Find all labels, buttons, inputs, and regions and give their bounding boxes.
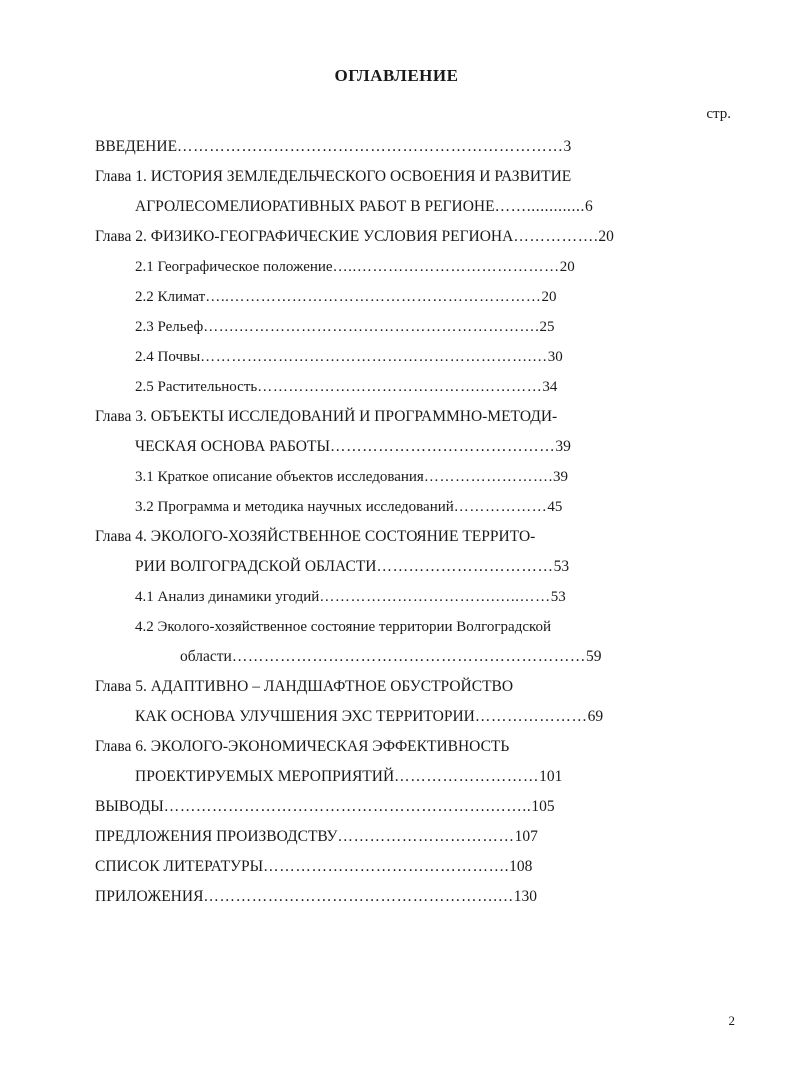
toc-entry-label: Глава 6. ЭКОЛОГО-ЭКОНОМИЧЕСКАЯ ЭФФЕКТИВНОСТЬ — [95, 738, 510, 755]
toc-entry[interactable] — [135, 492, 732, 522]
toc-entry[interactable] — [95, 672, 732, 702]
toc-entry-leader: …………………………………… — [329, 438, 556, 455]
toc-entry[interactable] — [135, 612, 732, 642]
toc-entry-label: 2.1 Географическое положение — [135, 259, 333, 275]
toc-entry-label: Глава 1. ИСТОРИЯ ЗЕМЛЕДЕЛЬЧЕСКОГО ОСВОЕНИЯ И РАЗВИТИЕ — [95, 168, 572, 185]
toc-entry-label: Глава 3. ОБЪЕКТЫ ИССЛЕДОВАНИЙ И ПРОГРАММНО-МЕТОДИ- — [95, 408, 558, 425]
toc-entry-page: 6 — [584, 198, 593, 215]
toc-entry[interactable] — [95, 732, 732, 762]
toc-entry[interactable] — [95, 402, 732, 432]
toc-entry-label: 2.2 Климат — [135, 289, 206, 305]
toc-entry-page: 59 — [586, 648, 602, 665]
toc-entry-label: области — [180, 648, 232, 665]
toc-entry-label: КАК ОСНОВА УЛУЧШЕНИЯ ЭХС ТЕРРИТОРИИ — [135, 708, 475, 725]
toc-entry-label: ВВЕДЕНИЕ — [95, 138, 178, 155]
toc-entry-leader: …..…………………………………………………… — [205, 289, 542, 305]
toc-entry-leader: …….…………………………………………………. — [203, 319, 540, 335]
toc-entry[interactable] — [135, 582, 732, 612]
toc-entry-leader: ……………………………………………….… — [203, 888, 514, 905]
toc-entry-label: ПРОЕКТИРУЕМЫХ МЕРОПРИЯТИЙ — [135, 768, 395, 785]
toc-entry[interactable] — [95, 792, 732, 822]
toc-entry-label: 2.3 Рельеф — [135, 319, 204, 335]
toc-entry[interactable] — [135, 252, 732, 282]
toc-entry-leader: …………………………….…..…… — [319, 589, 551, 605]
toc-entry[interactable] — [135, 552, 732, 582]
toc-entry-leader: ……………………………………………………….… — [200, 349, 548, 365]
toc-entry-label: ЧЕСКАЯ ОСНОВА РАБОТЫ — [135, 438, 330, 455]
toc-entry-leader: ………………………………………………………… — [231, 648, 587, 665]
toc-entry-leader: …………………………… — [376, 558, 554, 575]
toc-entry-label: ПРИЛОЖЕНИЯ — [95, 888, 204, 905]
toc-entry-page: 25 — [539, 319, 555, 335]
toc-entry-page: 39 — [553, 469, 568, 485]
toc-entry[interactable] — [95, 522, 732, 552]
page-title: ОГЛАВЛЕНИЕ — [334, 66, 459, 85]
toc-entry[interactable] — [135, 762, 732, 792]
toc-entry-leader: ……............. — [494, 198, 585, 215]
toc-entry-leader: ……………………… — [394, 768, 540, 785]
toc-entry-label: 2.5 Растительность — [135, 379, 258, 395]
toc-entry-page: 20 — [559, 259, 575, 275]
toc-entry-leader: …………………………………………………….…….. — [163, 798, 532, 815]
toc-entry-leader: ………………………………………. — [263, 858, 510, 875]
toc-entry-page: 39 — [555, 438, 571, 455]
toc-entry-page: 3 — [563, 138, 572, 155]
toc-entry[interactable] — [180, 642, 732, 672]
toc-entry-page: 53 — [550, 589, 566, 605]
toc-entry-label: Глава 2. ФИЗИКО-ГЕОГРАФИЧЕСКИЕ УСЛОВИЯ РЕГИОНА — [95, 228, 514, 245]
folio-number: 2 — [728, 1013, 735, 1028]
toc-entry-label: 3.1 Краткое описание объектов исследования — [135, 469, 424, 485]
toc-entry[interactable] — [95, 882, 732, 912]
toc-entry[interactable] — [95, 852, 732, 882]
toc-entry-label: ВЫВОДЫ — [95, 798, 164, 815]
toc-entry[interactable] — [135, 312, 732, 342]
toc-entry-page: 20 — [541, 289, 557, 305]
toc-entry[interactable] — [135, 282, 732, 312]
toc-entry-page: 130 — [513, 888, 538, 905]
toc-entry[interactable] — [135, 342, 732, 372]
toc-entry[interactable] — [135, 192, 732, 222]
toc-entry-leader: …..………………………………… — [332, 259, 560, 275]
toc-entry-page: 30 — [547, 349, 563, 365]
toc-entry-leader: …………………………… — [337, 828, 515, 845]
toc-entry[interactable] — [135, 432, 732, 462]
toc-entry[interactable] — [135, 372, 732, 402]
toc-entry-label: АГРОЛЕСОМЕЛИОРАТИВНЫХ РАБОТ В РЕГИОНЕ — [135, 198, 495, 215]
toc-entry[interactable] — [95, 162, 732, 192]
toc-entry-label: ПРЕДЛОЖЕНИЯ ПРОИЗВОДСТВУ — [95, 828, 338, 845]
toc-entry-page: 108 — [509, 858, 533, 875]
table-of-contents — [95, 132, 732, 912]
toc-entry-page: 45 — [547, 499, 563, 515]
toc-entry-label: Глава 5. АДАПТИВНО – ЛАНДШАФТНОЕ ОБУСТРОЙСТВО — [95, 678, 514, 695]
toc-entry-label: 3.2 Программа и методика научных исследований — [135, 499, 454, 515]
toc-entry-label: 4.2 Эколого-хозяйственное состояние территории Волгоградской — [135, 619, 552, 635]
toc-entry-leader: ……………. — [513, 228, 599, 245]
toc-entry-label: РИИ ВОЛГОГРАДСКОЙ ОБЛАСТИ — [135, 558, 377, 575]
toc-entry-leader: …………………………………….………… — [257, 379, 543, 395]
page-column-label: стр. — [706, 106, 731, 122]
toc-entry[interactable] — [135, 702, 732, 732]
toc-entry[interactable] — [95, 822, 732, 852]
toc-entry[interactable] — [95, 222, 732, 252]
toc-entry-page: 20 — [598, 228, 614, 245]
toc-entry-label: СПИСОК ЛИТЕРАТУРЫ — [95, 858, 264, 875]
toc-entry[interactable] — [95, 132, 732, 162]
toc-entry-page: 107 — [514, 828, 538, 845]
toc-entry-page: 34 — [542, 379, 558, 395]
toc-entry-leader: ……………… — [453, 499, 548, 515]
toc-entry-page: 101 — [539, 768, 563, 785]
toc-entry[interactable] — [135, 462, 732, 492]
toc-entry-label: 4.1 Анализ динамики угодий — [135, 589, 320, 605]
toc-entry-label: Глава 4. ЭКОЛОГО-ХОЗЯЙСТВЕННОЕ СОСТОЯНИЕ ТЕРРИТО- — [95, 528, 536, 545]
toc-entry-label: 2.4 Почвы — [135, 349, 201, 365]
toc-entry-leader: ……………………………………………………………… — [177, 138, 564, 155]
toc-entry-page: 69 — [587, 708, 604, 725]
toc-entry-leader: ……………………. — [423, 469, 553, 485]
toc-entry-page: 53 — [553, 558, 570, 575]
toc-entry-page: 105 — [531, 798, 555, 815]
toc-entry-leader: ………………… — [474, 708, 588, 725]
